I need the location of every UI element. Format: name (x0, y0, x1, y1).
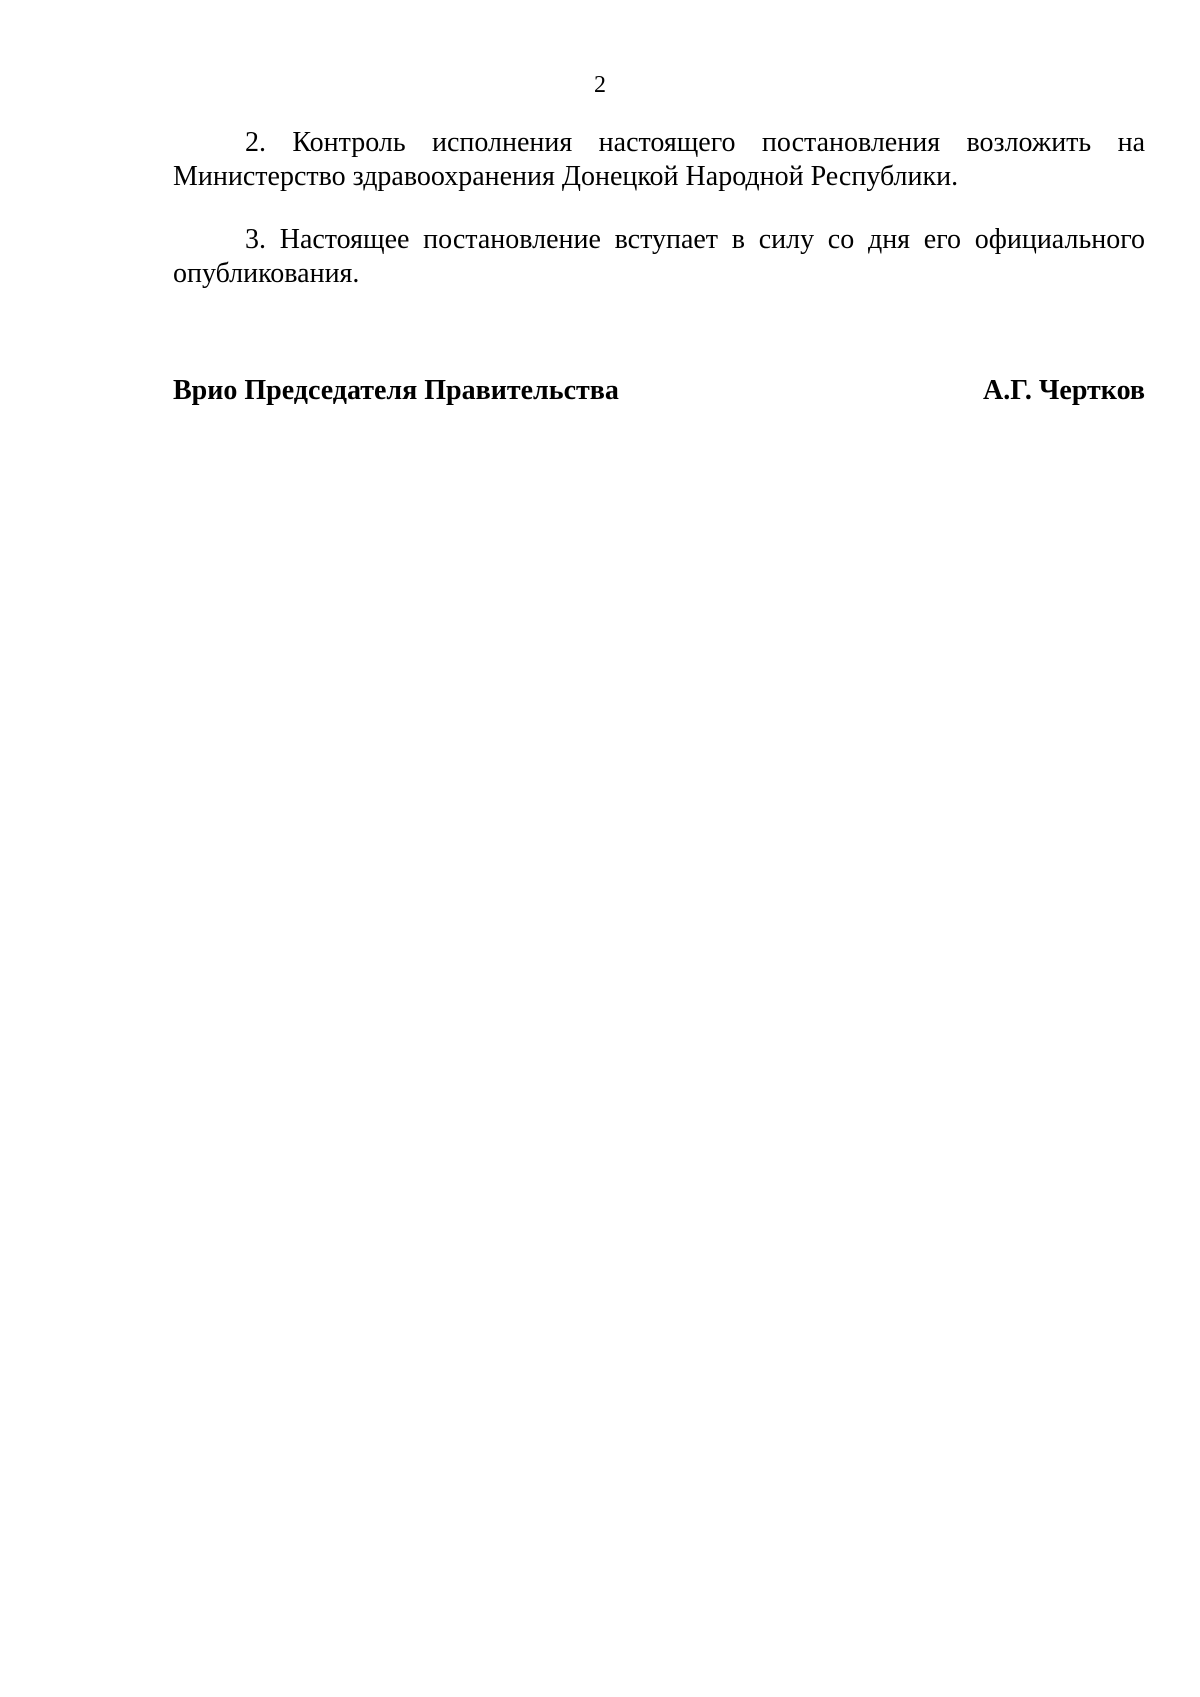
signature-block (173, 374, 1145, 408)
paragraph-3-block (173, 223, 1145, 291)
page-number: 2 (594, 72, 606, 98)
signer-position: Врио Председателя Правительства (173, 375, 619, 406)
paragraph-2: 2. Контроль исполнения настоящего постановления возложить на Министерство здравоохранения Донецкой Народной Республики. (173, 127, 1145, 192)
paragraph-3: 3. Настоящее постановление вступает в силу со дня его официального опубликования. (173, 224, 1145, 289)
signer-name: А.Г. Чертков (983, 375, 1145, 406)
paragraph-2-block (173, 126, 1145, 194)
